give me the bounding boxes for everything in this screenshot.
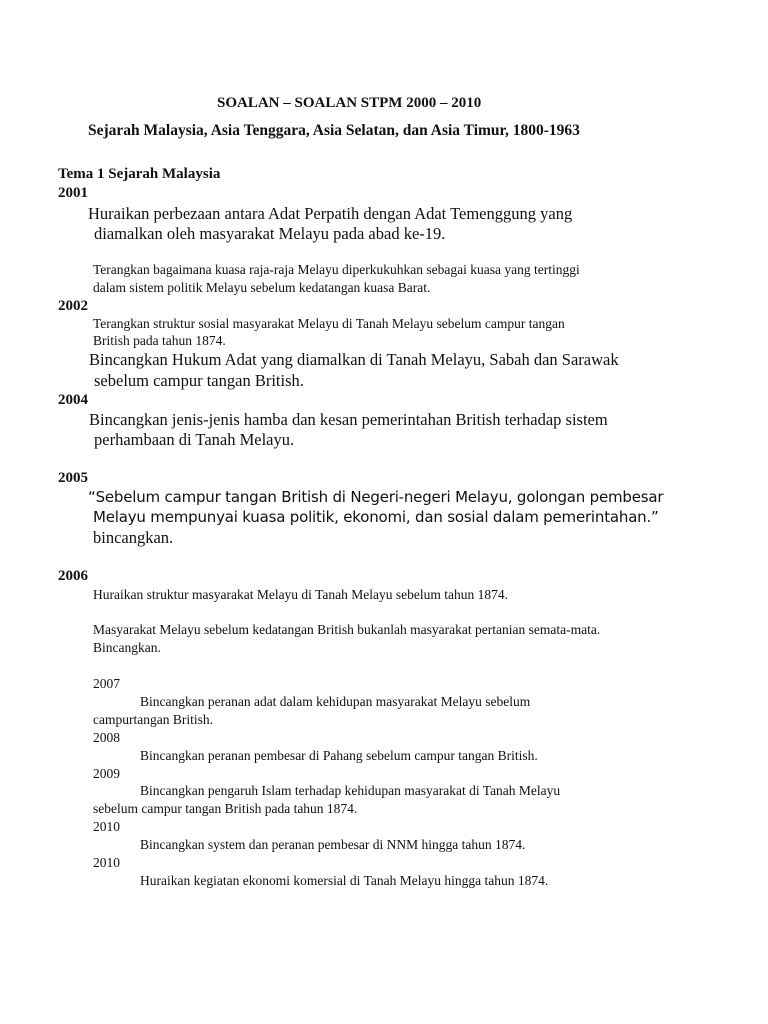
question-2004-1-line2: perhambaan di Tanah Melayu. <box>94 430 295 449</box>
question-2002-1-line2: British pada tahun 1874. <box>93 333 226 348</box>
question-2007-1-line1: Bincangkan peranan adat dalam kehidupan masyarakat Melayu sebelum <box>140 694 531 709</box>
question-2001-1-line2: diamalkan oleh masyarakat Melayu pada abad ke-19. <box>94 224 446 243</box>
question-2009-1-line2: sebelum campur tangan British pada tahun 1874. <box>93 801 358 816</box>
question-2010-1-line1: Bincangkan system dan peranan pembesar di NNM hingga tahun 1874. <box>140 837 526 852</box>
question-2005-1-line1: “Sebelum campur tangan British di Negeri-negeri Melayu, golongan pembesar <box>88 488 664 506</box>
question-2002-2-line2: sebelum campur tangan British. <box>94 371 304 390</box>
question-2002-2-line1: Bincangkan Hukum Adat yang diamalkan di Tanah Melayu, Sabah dan Sarawak <box>89 350 619 369</box>
year-2007-heading: 2007 <box>93 676 120 691</box>
year-2006-heading: 2006 <box>58 568 88 584</box>
question-2001-2-line1: Terangkan bagaimana kuasa raja-raja Melayu diperkukuhkan sebagai kuasa yang tertinggi <box>93 262 580 277</box>
question-2010-2-line1: Huraikan kegiatan ekonomi komersial di Tanah Melayu hingga tahun 1874. <box>140 873 549 888</box>
year-2002-heading: 2002 <box>58 298 88 314</box>
question-2002-1-line1: Terangkan struktur sosial masyarakat Melayu di Tanah Melayu sebelum campur tangan <box>93 316 565 331</box>
year-2004-heading: 2004 <box>58 392 88 408</box>
year-2010-heading: 2010 <box>93 819 120 834</box>
theme-heading: Tema 1 Sejarah Malaysia <box>58 166 221 182</box>
document-title: SOALAN – SOALAN STPM 2000 – 2010 <box>217 95 482 111</box>
question-2001-2-line2: dalam sistem politik Melayu sebelum kedatangan kuasa Barat. <box>93 280 431 295</box>
question-2001-1-line1: Huraikan perbezaan antara Adat Perpatih dengan Adat Temenggung yang <box>88 204 573 223</box>
year-2010-heading-second: 2010 <box>93 855 120 870</box>
question-2009-1-line1: Bincangkan pengaruh Islam terhadap kehidupan masyarakat di Tanah Melayu <box>140 783 561 798</box>
year-2005-heading: 2005 <box>58 470 88 486</box>
question-2005-1-line3: bincangkan. <box>93 528 174 547</box>
question-2006-1-line1: Huraikan struktur masyarakat Melayu di Tanah Melayu sebelum tahun 1874. <box>93 587 508 602</box>
question-2004-1-line1: Bincangkan jenis-jenis hamba dan kesan pemerintahan British terhadap sistem <box>89 410 608 429</box>
question-2007-1-line2: campurtangan British. <box>93 712 213 727</box>
year-2008-heading: 2008 <box>93 730 120 745</box>
document-subtitle: Sejarah Malaysia, Asia Tenggara, Asia Selatan, dan Asia Timur, 1800-1963 <box>88 122 580 139</box>
question-2006-2-line2: Bincangkan. <box>93 640 161 655</box>
question-2006-2-line1: Masyarakat Melayu sebelum kedatangan British bukanlah masyarakat pertanian semata-mata. <box>93 622 601 637</box>
year-2009-heading: 2009 <box>93 766 120 781</box>
question-2008-1-line1: Bincangkan peranan pembesar di Pahang sebelum campur tangan British. <box>140 748 538 763</box>
question-2005-1-line2: Melayu mempunyai kuasa politik, ekonomi, dan sosial dalam pemerintahan.” <box>93 508 659 526</box>
year-2001-heading: 2001 <box>58 185 88 201</box>
